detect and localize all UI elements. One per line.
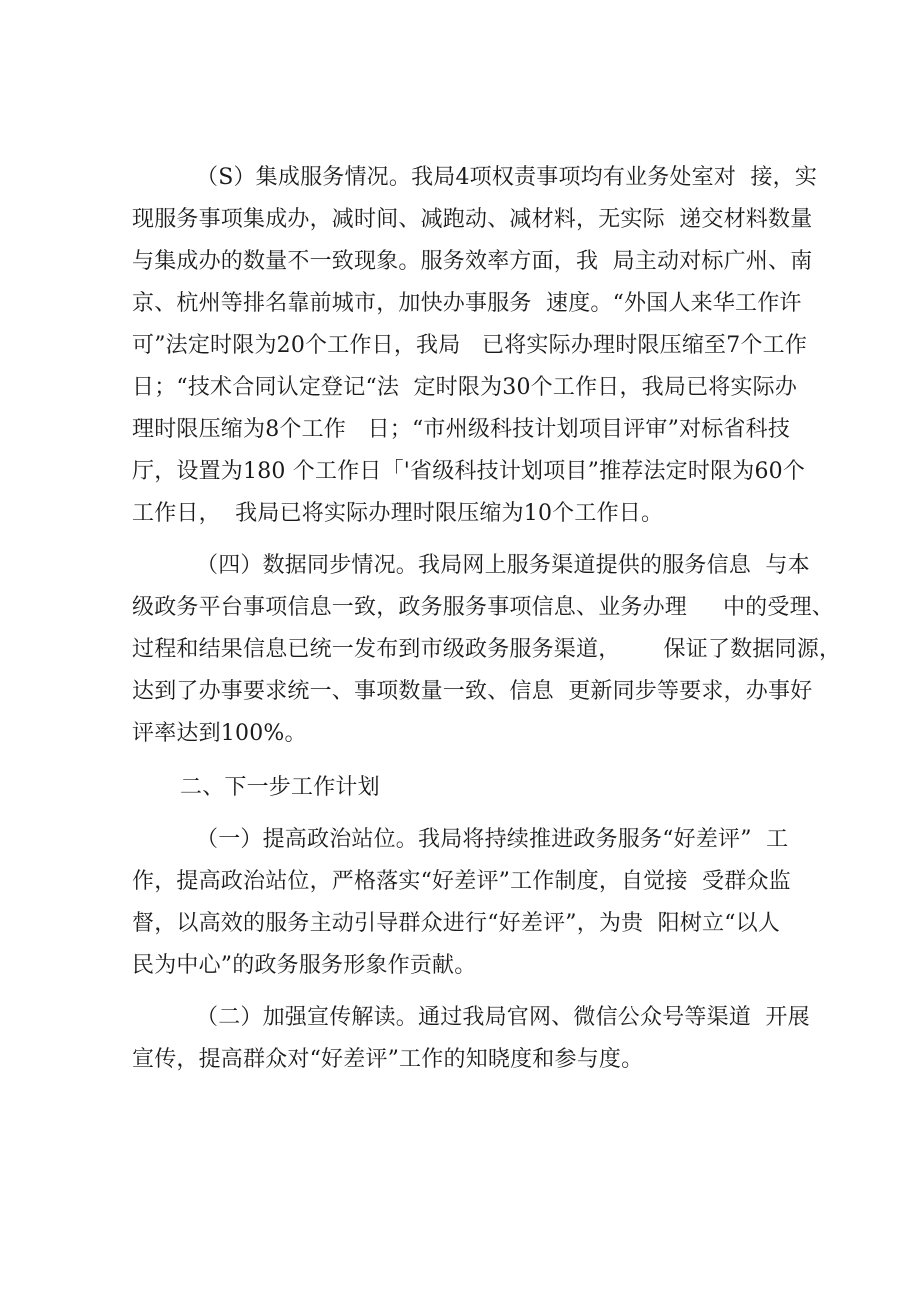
paragraph-line: 京、杭州等排名靠前城市，加快办事服务 速度。“外国人来华工作许	[132, 291, 802, 316]
paragraph-line: 工作日， 我局已将实际办理时限压缩为10个工作日。	[132, 501, 664, 526]
section-heading: 二、下一步工作计划	[180, 775, 380, 800]
paragraph-line: （二）加强宣传解读。通过我局官网、微信公众号等渠道 开展	[196, 1005, 810, 1030]
paragraph-line: 民为中心”的政务服务形象作贡献。	[132, 953, 477, 978]
paragraph-line: 达到了办事要求统一、事项数量一致、信息 更新同步等要求，办事好	[132, 679, 813, 704]
paragraph-line: 评率达到100%。	[132, 721, 307, 746]
paragraph-line: 宣传，提高群众对“好差评”工作的知晓度和参与度。	[132, 1047, 644, 1072]
paragraph-line: （S）集成服务情况。我局4项权责事项均有业务处室对 接，实	[196, 165, 818, 190]
paragraph-line: 厅，设置为180 个工作日「'省级科技计划项目”推荐法定时限为60个	[132, 459, 806, 484]
paragraph-line: 与集成办的数量不一致现象。服务效率方面，我 局主动对标广州、南	[132, 249, 813, 274]
paragraph-line: 理时限压缩为8个工作 日；“市州级科技计划项目评审”对标省科技	[132, 417, 791, 442]
paragraph-line: （一）提高政治站位。我局将持续推进政务服务“好差评” 工	[196, 827, 789, 852]
paragraph-line: （四）数据同步情况。我局网上服务渠道提供的服务信息 与本	[196, 553, 810, 578]
paragraph-line: 日；“技术合同认定登记“法 定时限为30个工作日，我局已将实际办	[132, 375, 798, 400]
paragraph-line: 级政务平台事项信息一致，政务服务事项信息、业务办理 中的受理、	[132, 595, 834, 620]
paragraph-line: 可”法定时限为20个工作日，我局 已将实际办理时限压缩至7个工作	[132, 333, 808, 358]
paragraph-line: 过程和结果信息已统一发布到市级政务服务渠道， 保证了数据同源，	[132, 637, 842, 662]
paragraph-line: 现服务事项集成办，减时间、减跑动、减材料，无实际 递交材料数量	[132, 207, 813, 232]
paragraph-line: 作，提高政治站位，严格落实“好差评”工作制度，自觉接 受群众监	[132, 869, 791, 894]
paragraph-line: 督，以高效的服务主动引导群众进行“好差评”，为贵 阳树立“以人	[132, 911, 781, 936]
